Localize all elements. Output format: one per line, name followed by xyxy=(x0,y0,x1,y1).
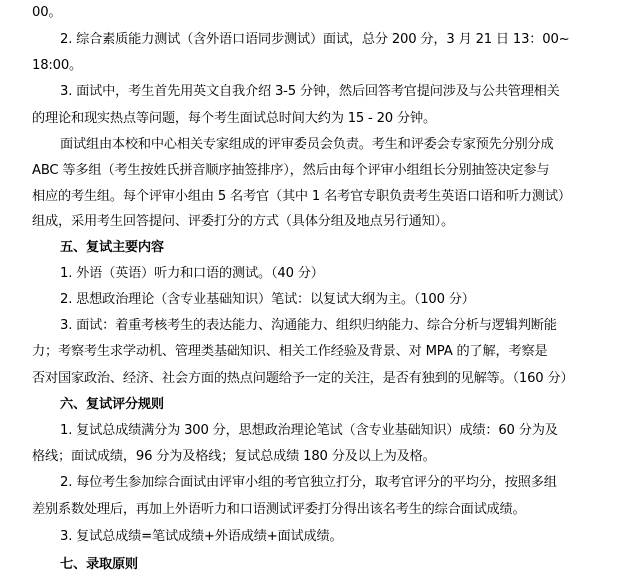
text-line: 差别系数处理后，再加上外语听力和口语测试评委打分得出该名考生的综合面试成绩。 xyxy=(32,502,526,517)
text-line: 格线；面试成绩，96 分为及格线；复试总成绩 180 分及以上为及格。 xyxy=(32,449,436,464)
text-line: 00。 xyxy=(32,5,62,20)
text-line: 18:00。 xyxy=(32,58,82,73)
text-line: 3. 面试中，考生首先用英文自我介绍 3-5 分钟，然后回答考官提问涉及与公共管理相关 xyxy=(60,84,560,99)
text-line: 1. 复试总成绩满分为 300 分，思想政治理论笔试（含专业基础知识）成绩：60 分为及 xyxy=(60,423,558,438)
section-heading-7: 七、录取原则 xyxy=(60,557,138,572)
text-line: 否对国家政治、经济、社会方面的热点问题给予一定的关注，是否有独到的见解等。（160 分） xyxy=(32,371,574,386)
text-line: 2. 综合素质能力测试（含外语口语同步测试）面试，总分 200 分，3 月 21 日 13：00~ xyxy=(60,32,570,47)
text-line: 相应的考生组。每个评审小组由 5 名考官（其中 1 名考官专职负责考生英语口语和听力测试） xyxy=(32,189,571,204)
text-line: 3. 面试：着重考核考生的表达能力、沟通能力、组织归纳能力、综合分析与逻辑判断能 xyxy=(60,318,557,333)
text-line: 力；考察考生求学动机、管理类基础知识、相关工作经验及背景、对 MPA 的了解，考察是 xyxy=(32,344,548,359)
text-line: 1. 外语（英语）听力和口语的测试。（40 分） xyxy=(60,266,324,281)
section-heading-5: 五、复试主要内容 xyxy=(60,240,164,255)
text-line: 组成，采用考生回答提问、评委打分的方式（具体分组及地点另行通知）。 xyxy=(32,214,454,229)
text-line: 2. 每位考生参加综合面试由评审小组的考官独立打分，取考官评分的平均分，按照多组 xyxy=(60,475,557,490)
text-line: 2. 思想政治理论（含专业基础知识）笔试：以复试大纲为主。（100 分） xyxy=(60,292,475,307)
text-line: 面试组由本校和中心相关专家组成的评审委员会负责。考生和评委会专家预先分别分成 xyxy=(60,137,554,152)
section-heading-6: 六、复试评分规则 xyxy=(60,397,164,412)
text-line: ABC 等多组（考生按姓氏拼音顺序抽签排序），然后由每个评审小组组长分别抽签决定参与 xyxy=(32,163,550,178)
text-line: 3. 复试总成绩=笔试成绩+外语成绩+面试成绩。 xyxy=(60,529,343,544)
text-line: 的理论和现实热点等问题，每个考生面试总时间大约为 15 - 20 分钟。 xyxy=(32,111,436,126)
